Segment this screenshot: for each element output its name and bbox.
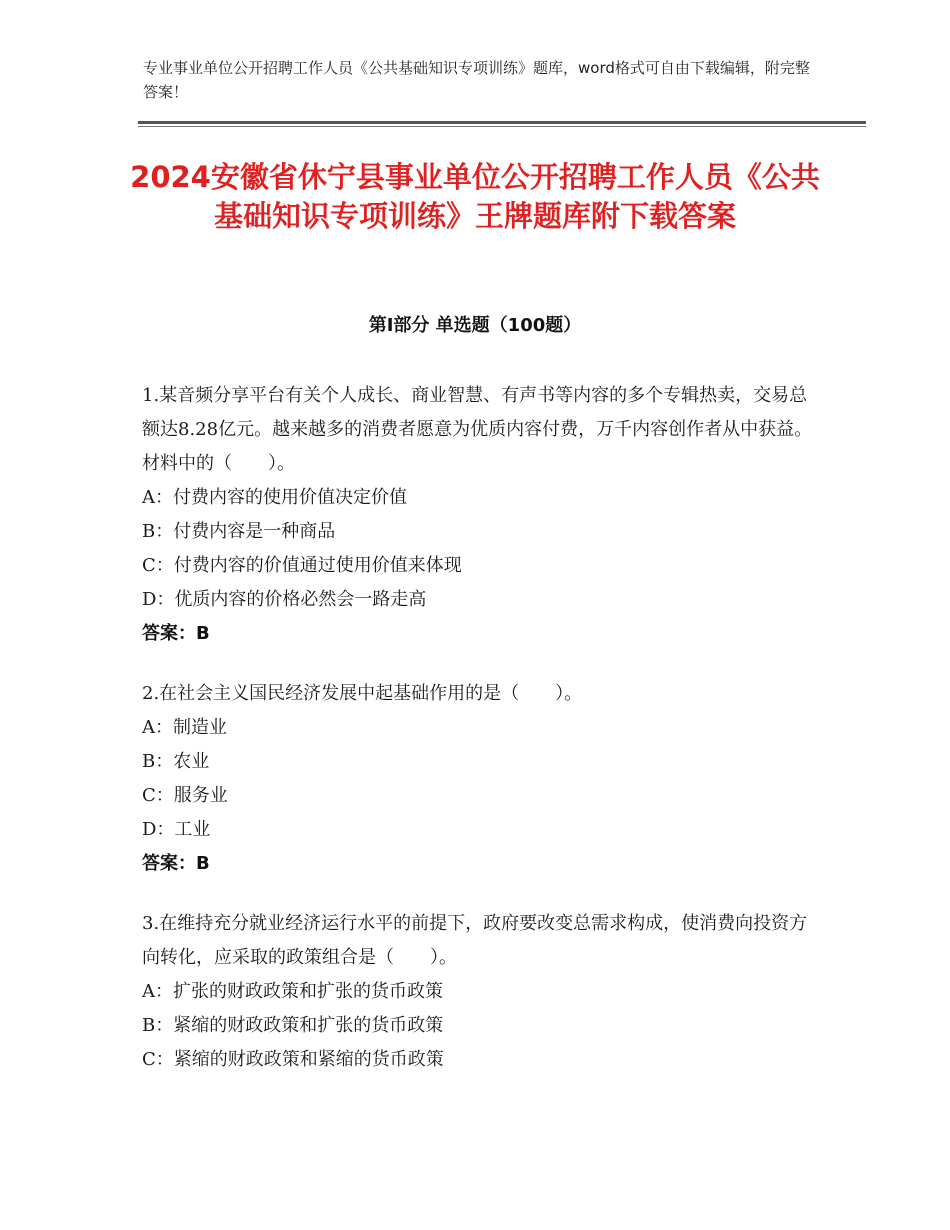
document-title: 2024安徽省休宁县事业单位公开招聘工作人员《公共基础知识专项训练》王牌题库附下载答案 (130, 160, 820, 233)
answer: 答案：B (142, 623, 210, 644)
question-1 (142, 379, 822, 651)
option-c: C：付费内容的价值通过使用价值来体现 (142, 555, 462, 576)
question-stem: 2.在社会主义国民经济发展中起基础作用的是（ ）。 (142, 683, 583, 704)
header-note: 专业事业单位公开招聘工作人员《公共基础知识专项训练》题库，word格式可自由下载编辑，附完整答案！ (143, 59, 810, 101)
question-list (142, 379, 822, 1103)
option-b: B：农业 (142, 751, 210, 772)
header-divider-thin (138, 126, 866, 127)
question-2 (142, 677, 822, 881)
option-d: D：工业 (142, 819, 211, 840)
question-stem: 1.某音频分享平台有关个人成长、商业智慧、有声书等内容的多个专辑热卖，交易总额达8.28亿元。越来越多的消费者愿意为优质内容付费，万千内容创作者从中获益。材料中的（ ）。 (142, 385, 813, 474)
section-heading: 第Ⅰ部分 单选题（100题） (368, 315, 582, 336)
option-d: D：优质内容的价格必然会一路走高 (142, 589, 427, 610)
question-3 (142, 907, 822, 1077)
option-c: C：服务业 (142, 785, 228, 806)
question-stem: 3.在维持充分就业经济运行水平的前提下，政府要改变总需求构成，使消费向投资方向转化，应采取的政策组合是（ ）。 (142, 913, 808, 968)
header-divider-thick (138, 121, 866, 124)
option-a: A：扩张的财政政策和扩张的货币政策 (142, 981, 443, 1002)
option-b: B：紧缩的财政政策和扩张的货币政策 (142, 1015, 444, 1036)
answer: 答案：B (142, 853, 210, 874)
option-a: A：付费内容的使用价值决定价值 (142, 487, 407, 508)
option-b: B：付费内容是一种商品 (142, 521, 336, 542)
option-a: A：制造业 (142, 717, 227, 738)
option-c: C：紧缩的财政政策和紧缩的货币政策 (142, 1049, 444, 1070)
